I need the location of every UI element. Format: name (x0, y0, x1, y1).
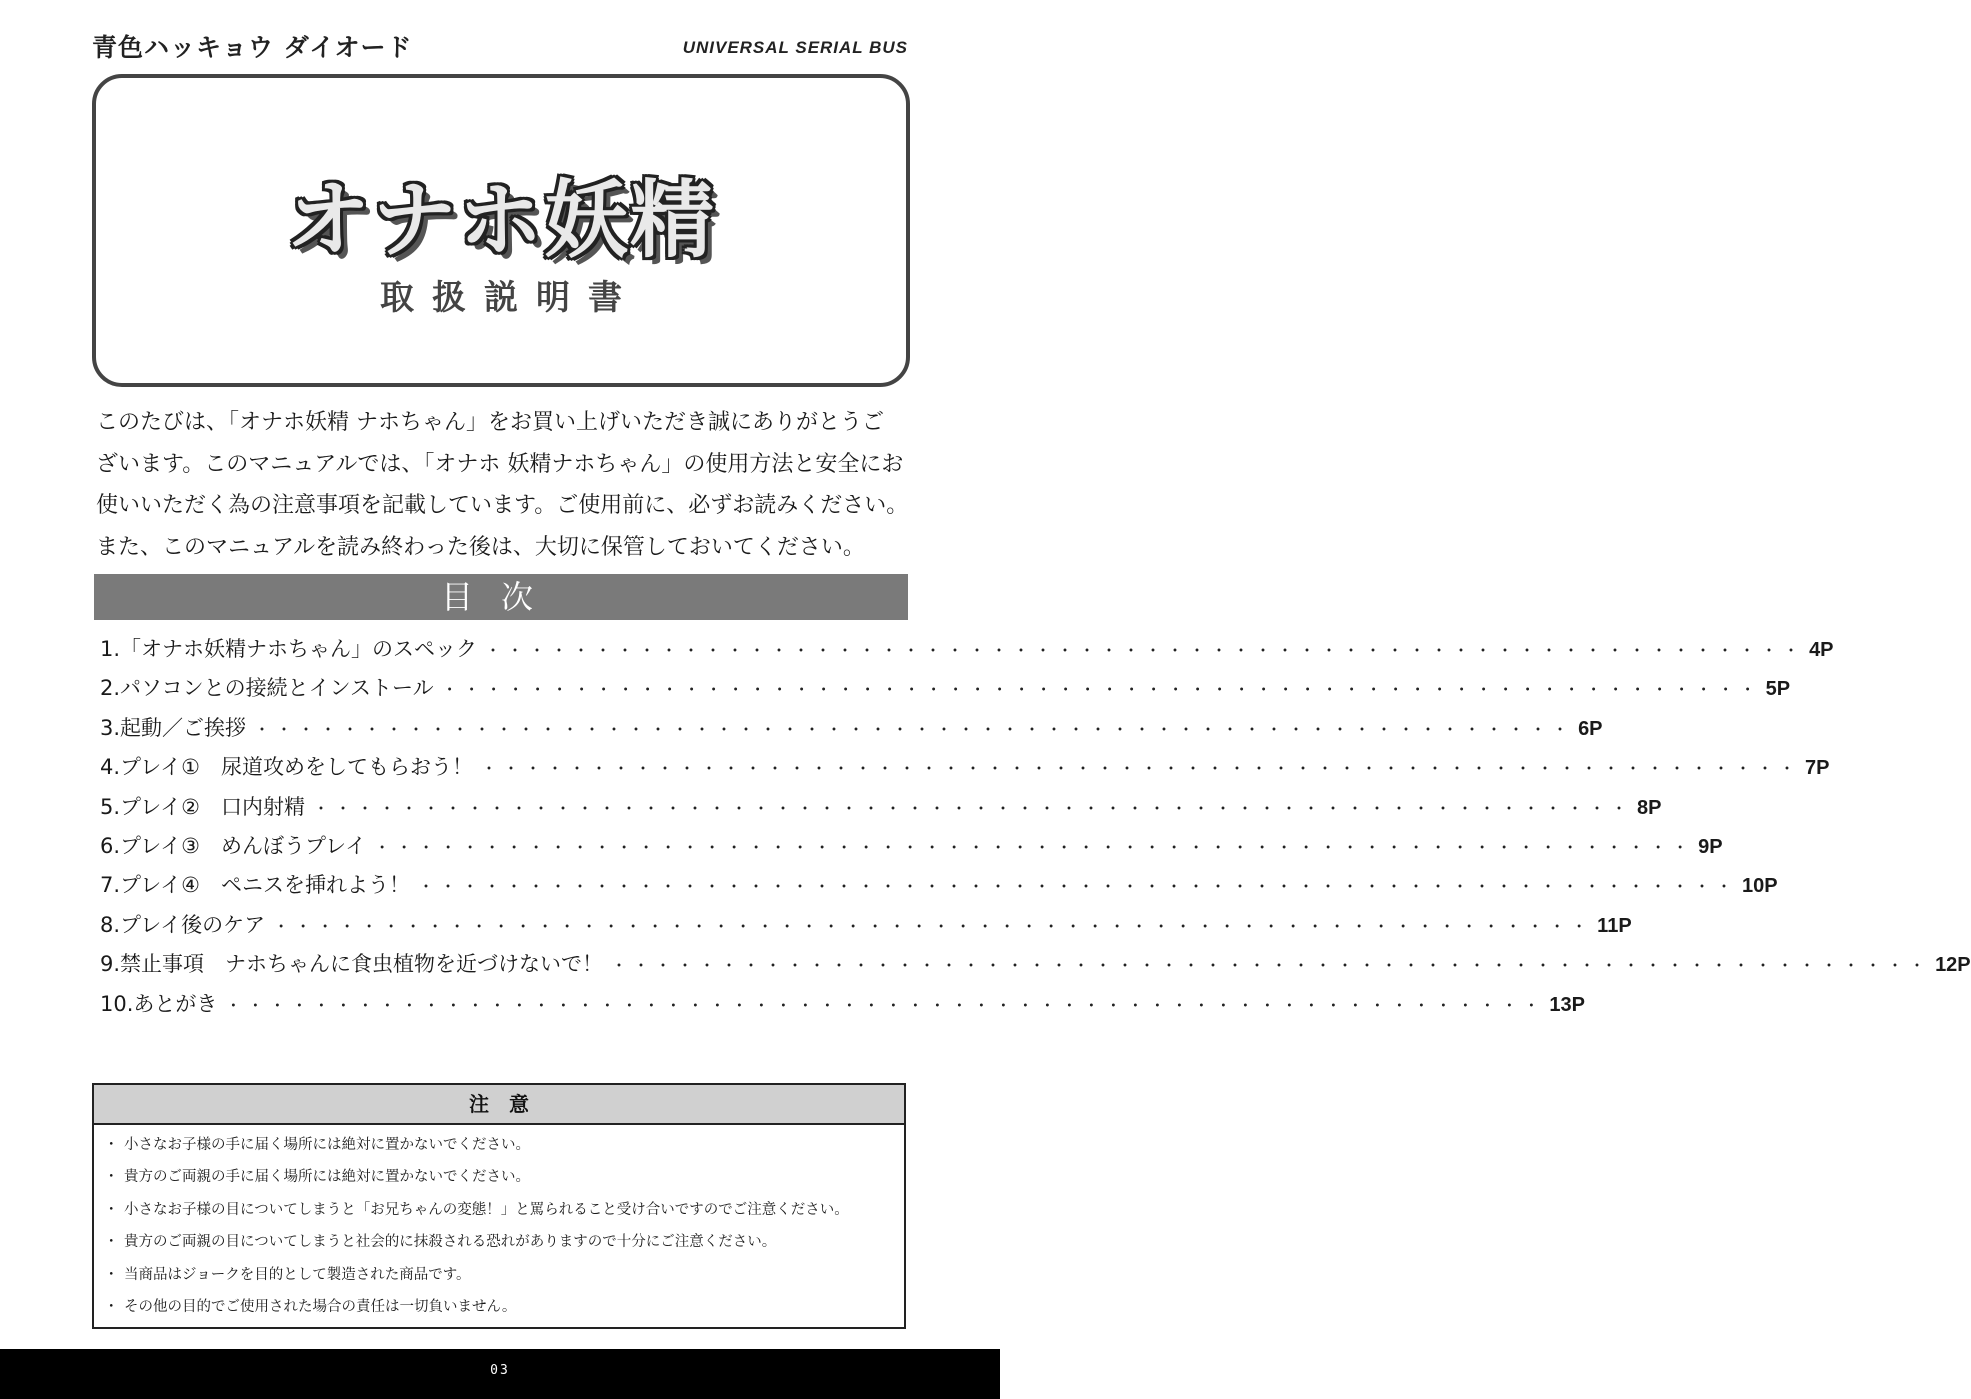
toc-entry-page: 10P (1742, 875, 1778, 898)
sub-title: 取扱説明書 (380, 278, 640, 318)
toc-entry-number: 7. (100, 873, 121, 898)
toc-entry-title: プレイ① 尿道攻めをしてもらおう！ (120, 755, 473, 780)
toc-entry-page: 5P (1765, 678, 1791, 701)
toc-entry-page: 6P (1578, 717, 1603, 740)
toc-entry-page: 12P (1935, 954, 1971, 977)
notice-item-text: 貴方のご両親の目についてしまうと社会的に抹殺される恐れがありますので十分にご注意ください。 (124, 1234, 777, 1251)
toc-entry-number: 2. (100, 676, 121, 701)
toc-entry-page: 11P (1597, 914, 1632, 937)
toc-entry (100, 909, 1632, 948)
toc-entry (100, 751, 1830, 790)
toc-leader-dots: ・・・・・・・・・・・・・・・・・・・・・・・・・・・・・・・・・・・・・・・・・・・・・・・・・・・・・・・・・・・・ (374, 837, 1695, 857)
notice-item-text: その他の目的でご使用された場合の責任は一切負いません。 (124, 1298, 517, 1315)
bullet-icon: ・ (104, 1169, 119, 1186)
toc-entry-number: 3. (100, 715, 121, 740)
page-number: 03 (490, 1363, 510, 1378)
intro-line: また、このマニュアルを読み終わった後は、大切に保管しておいてください。 (96, 534, 865, 560)
toc-entry-page: 9P (1698, 835, 1723, 858)
toc-leader-dots: ・・・・・・・・・・・・・・・・・・・・・・・・・・・・・・・・・・・・・・・・・・・・・・・・・・・・・・・・・・・・ (312, 798, 1633, 818)
toc-entry (100, 830, 1723, 869)
toc-entry (100, 712, 1603, 751)
toc-leader-dots: ・・・・・・・・・・・・・・・・・・・・・・・・・・・・・・・・・・・・・・・・・・・・・・・・・・・・・・・・・・・・ (417, 877, 1738, 897)
toc-entry-title: プレイ③ めんぼうプレイ (120, 833, 367, 858)
toc-entry (100, 869, 1778, 908)
notice-item-text: 当商品はジョークを目的として製造された商品です。 (124, 1266, 471, 1283)
main-title: オナホ妖精 (285, 171, 716, 269)
intro-line: 使いいただく為の注意事項を記載しています。ご使用前に、必ずお読みください。 (96, 493, 909, 518)
toc-entry-number: 8. (100, 912, 121, 937)
toc-entry-number: 10. (100, 991, 134, 1016)
bullet-icon: ・ (104, 1266, 119, 1283)
toc-entry (100, 672, 1791, 711)
toc-leader-dots: ・・・・・・・・・・・・・・・・・・・・・・・・・・・・・・・・・・・・・・・・・・・・・・・・・・・・・・・・・・・・ (485, 641, 1806, 660)
notice-item (104, 1226, 904, 1258)
notice-heading: 注意 (94, 1085, 904, 1125)
toc-entry-number: 6. (100, 833, 121, 858)
toc-leader-dots: ・・・・・・・・・・・・・・・・・・・・・・・・・・・・・・・・・・・・・・・・・・・・・・・・・・・・・・・・・・・・ (611, 956, 1932, 976)
toc-heading: 目次 (94, 574, 908, 620)
toc-entry-number: 4. (100, 755, 121, 780)
toc-entry-title: あとがき (133, 991, 218, 1016)
notice-item (104, 1129, 904, 1161)
toc-leader-dots: ・・・・・・・・・・・・・・・・・・・・・・・・・・・・・・・・・・・・・・・・・・・・・・・・・・・・・・・・・・・・ (480, 759, 1801, 779)
toc-entry-number: 9. (100, 952, 121, 977)
toc-entry-page: 13P (1549, 993, 1586, 1016)
toc-leader-dots: ・・・・・・・・・・・・・・・・・・・・・・・・・・・・・・・・・・・・・・・・・・・・・・・・・・・・・・・・・・・・ (273, 916, 1594, 936)
bullet-icon: ・ (104, 1234, 119, 1251)
notice-item (104, 1161, 904, 1193)
notice-box (92, 1083, 906, 1329)
toc-entry-number: 5. (100, 794, 121, 819)
bullet-icon: ・ (104, 1298, 119, 1315)
toc-entry-page: 4P (1809, 639, 1834, 661)
notice-item-text: 小さなお子様の手に届く場所には絶対に置かないでください。 (124, 1137, 530, 1153)
toc-entry-title: 起動／ご挨拶 (120, 715, 247, 740)
header-event-name: UNIVERSAL SERIAL BUS (682, 38, 908, 57)
footer-bar (0, 1349, 1000, 1399)
toc-entry-title: プレイ② 口内射精 (120, 794, 305, 819)
toc-entry-page: 8P (1637, 796, 1662, 819)
notice-list (94, 1125, 904, 1323)
notice-item-text: 貴方のご両親の手に届く場所には絶対に置かないでください。 (124, 1169, 530, 1186)
bullet-icon: ・ (104, 1201, 119, 1218)
toc-entry (100, 791, 1662, 830)
toc-entry (100, 948, 1971, 987)
toc-leader-dots: ・・・・・・・・・・・・・・・・・・・・・・・・・・・・・・・・・・・・・・・・・・・・・・・・・・・・・・・・・・・・ (254, 719, 1575, 739)
notice-item-text: 小さなお子様の目についてしまうと「お兄ちゃんの変態！」と罵られること受け合いですのでご注意ください。 (124, 1201, 849, 1218)
toc-entry-title: 禁止事項 ナホちゃんに食虫植物を近づけないで！ (120, 952, 604, 977)
toc-leader-dots: ・・・・・・・・・・・・・・・・・・・・・・・・・・・・・・・・・・・・・・・・・・・・・・・・・・・・・・・・・・・・ (441, 680, 1762, 700)
toc-leader-dots: ・・・・・・・・・・・・・・・・・・・・・・・・・・・・・・・・・・・・・・・・・・・・・・・・・・・・・・・・・・・・ (225, 995, 1546, 1015)
notice-item (104, 1194, 904, 1226)
notice-item (104, 1259, 904, 1291)
toc-entry (100, 988, 1586, 1027)
title-box (92, 74, 910, 387)
toc-entry-title: パソコンとの接続とインストール (120, 676, 434, 701)
toc-list (100, 633, 1971, 1027)
header-circle-name: 青色ハッキョウ ダイオード (92, 33, 413, 62)
notice-item (104, 1291, 904, 1323)
toc-entry (100, 633, 1834, 672)
toc-entry-page: 7P (1805, 757, 1830, 780)
toc-entry-title: プレイ後のケア (120, 912, 266, 937)
bullet-icon: ・ (104, 1137, 119, 1153)
intro-line: このたびは、「オナホ妖精 ナホちゃん」をお買い上げいただき誠にありがとうご (96, 410, 884, 435)
toc-entry-number: 1. (100, 637, 121, 661)
toc-entry-title: プレイ④ ペニスを挿れよう！ (120, 873, 410, 898)
intro-line: ざいます。このマニュアルでは、「オナホ 妖精ナホちゃん」の使用方法と安全にお (96, 451, 904, 477)
toc-entry-title: 「オナホ妖精ナホちゃん」のスペック (120, 637, 478, 661)
intro-text (96, 402, 916, 568)
